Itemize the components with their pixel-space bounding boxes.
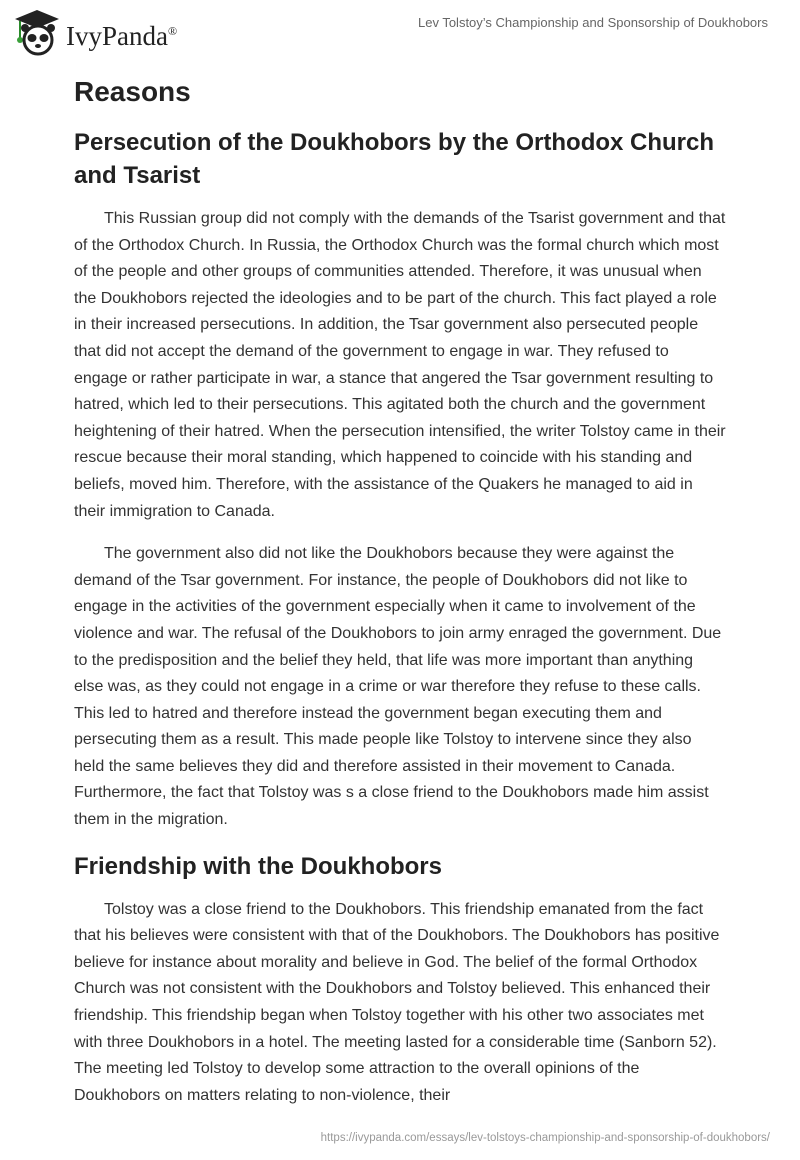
paragraph: This Russian group did not comply with the demands of the Tsarist government and that of the Orthodox Church. In Russia, the Orthodox Church was the formal church which most of the people and other groups of communities attended. Therefore, it was unusual when the Doukhobors rejected the ideologies and to be part of the church. This fact played a role in their increased persecutions. In addition, the Tsar government also persecuted people that did not accept the demand of the government to engage in war. They refused to engage or rather participate in war, a stance that angered the Tsar government resulting to hatred, which led to their persecutions. This agitated both the church and the government heightening of their hatred. When the persecution intensified, the writer Tolstoy came in their rescue because their moral standing, which happened to coincide with his standing and beliefs, moved him. Therefore, with the assistance of the Quakers he managed to aid in their immigration to Canada. — [74, 210, 726, 520]
section-heading-reasons: Reasons — [74, 76, 191, 107]
ivypanda-logo[interactable] — [14, 8, 177, 56]
page-header — [0, 0, 800, 60]
essay-content — [74, 72, 726, 1125]
subheading-friendship: Friendship with the Doukhobors — [74, 852, 442, 880]
paragraph: The government also did not like the Doukhobors because they were against the demand of the Tsar government. For instance, the people of Doukhobors did not like to engage in the activities of the government especially when it came to involvement of the violence and war. The refusal of the Doukhobors to join army enraged the government. Due to the predisposition and the belief they held, that life was more important than anything else was, as they could not engage in a crime or war therefore they refuse to these calls. This led to hatred and therefore instead the government began executing them and persecuting them as a result. This made people like Tolstoy to intervene since they also held the same believes they did and therefore assisted in their movement to Canada. Furthermore, the fact that Tolstoy was s a close friend to the Doukhobors made him assist them in the migration. — [74, 545, 722, 829]
logo-text: IvyPanda® — [66, 20, 178, 51]
subheading-persecution: Persecution of the Doukhobors by the Orthodox Church and Tsarist — [74, 129, 715, 189]
source-url[interactable]: https://ivypanda.com/essays/lev-tolstoys-championship-and-sponsorship-of-doukhobors/ — [320, 1132, 770, 1144]
document-title: Lev Tolstoy’s Championship and Sponsorship of Doukhobors — [417, 15, 768, 30]
paragraph: Tolstoy was a close friend to the Doukhobors. This friendship emanated from the fact that his believes were consistent with that of the Doukhobors. The Doukhobors has positive believe for instance about morality and believe in God. The belief of the formal Orthodox Church was not consistent with the Doukhobors and Tolstoy believed. This enhanced their friendship. This friendship began when Tolstoy together with his other two associates met with three Doukhobors in a hotel. The meeting lasted for a considerable time (Sanborn 52). The meeting led Tolstoy to develop some attraction to the overall opinions of the Doukhobors on matters relating to non-violence, their — [74, 900, 720, 1104]
panda-graduate-icon — [14, 8, 60, 56]
